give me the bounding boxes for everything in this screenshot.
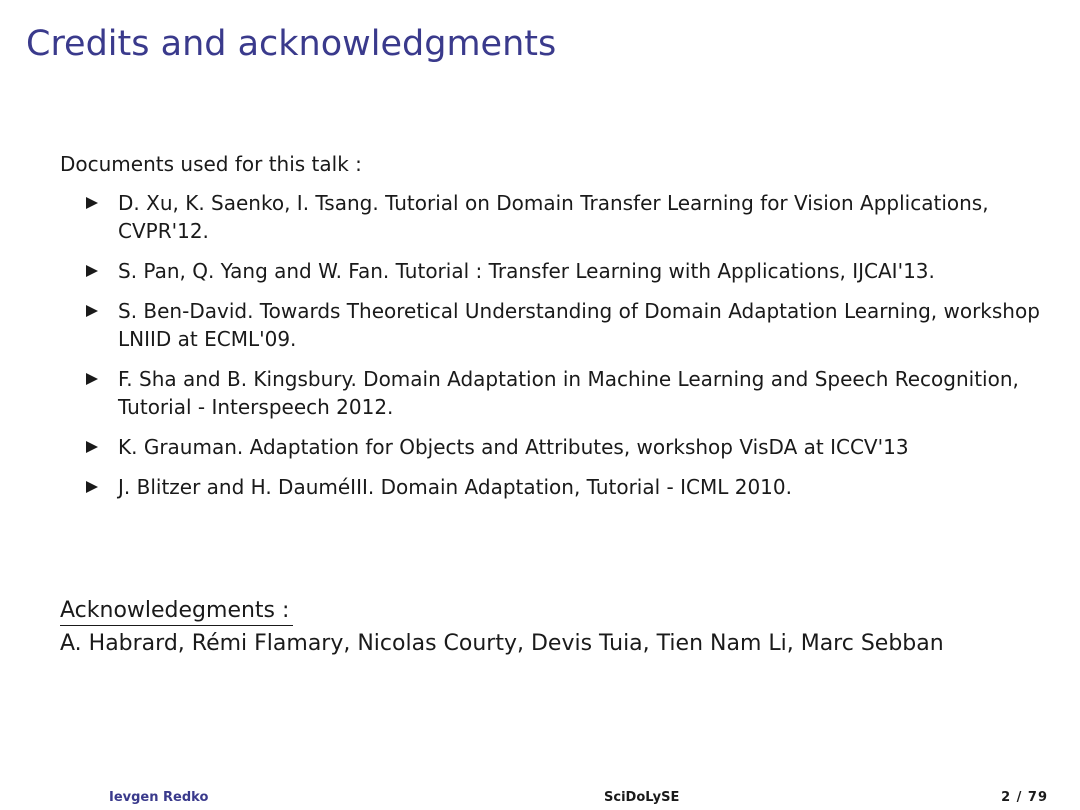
document-reference: J. Blitzer and H. DauméIII. Domain Adaptation, Tutorial - ICML 2010.	[118, 475, 792, 499]
documents-list	[60, 189, 1040, 513]
bullet-triangle-icon	[86, 197, 98, 209]
slide-footer	[0, 786, 1080, 810]
bullet-triangle-icon	[86, 305, 98, 317]
acknowledgments-heading: Acknowledegments :	[60, 598, 293, 626]
list-item	[60, 473, 1040, 501]
acknowledgments-names: A. Habrard, Rémi Flamary, Nicolas Courty, Devis Tuia, Tien Nam Li, Marc Sebban	[60, 631, 944, 656]
slide-title: Credits and acknowledgments	[26, 24, 557, 64]
footer-event: SciDoLySE	[604, 790, 680, 805]
list-item	[60, 365, 1040, 421]
list-item	[60, 257, 1040, 285]
list-item	[60, 433, 1040, 461]
list-item	[60, 297, 1040, 353]
bullet-triangle-icon	[86, 481, 98, 493]
page-number: 2 / 79	[1001, 790, 1048, 805]
document-reference: F. Sha and B. Kingsbury. Domain Adaptation in Machine Learning and Speech Recognition, Tutorial - Interspeech 2012.	[118, 367, 1019, 419]
documents-intro: Documents used for this talk :	[60, 152, 362, 176]
document-reference: K. Grauman. Adaptation for Objects and Attributes, workshop VisDA at ICCV'13	[118, 435, 909, 459]
document-reference: D. Xu, K. Saenko, I. Tsang. Tutorial on Domain Transfer Learning for Vision Applications, CVPR'12.	[118, 191, 989, 243]
list-item	[60, 189, 1040, 245]
bullet-triangle-icon	[86, 373, 98, 385]
bullet-triangle-icon	[86, 265, 98, 277]
document-reference: S. Pan, Q. Yang and W. Fan. Tutorial : Transfer Learning with Applications, IJCAI'13.	[118, 259, 935, 283]
document-reference: S. Ben-David. Towards Theoretical Understanding of Domain Adaptation Learning, workshop LNIID at ECML'09.	[118, 299, 1040, 351]
bullet-triangle-icon	[86, 441, 98, 453]
footer-author: Ievgen Redko	[109, 790, 209, 805]
